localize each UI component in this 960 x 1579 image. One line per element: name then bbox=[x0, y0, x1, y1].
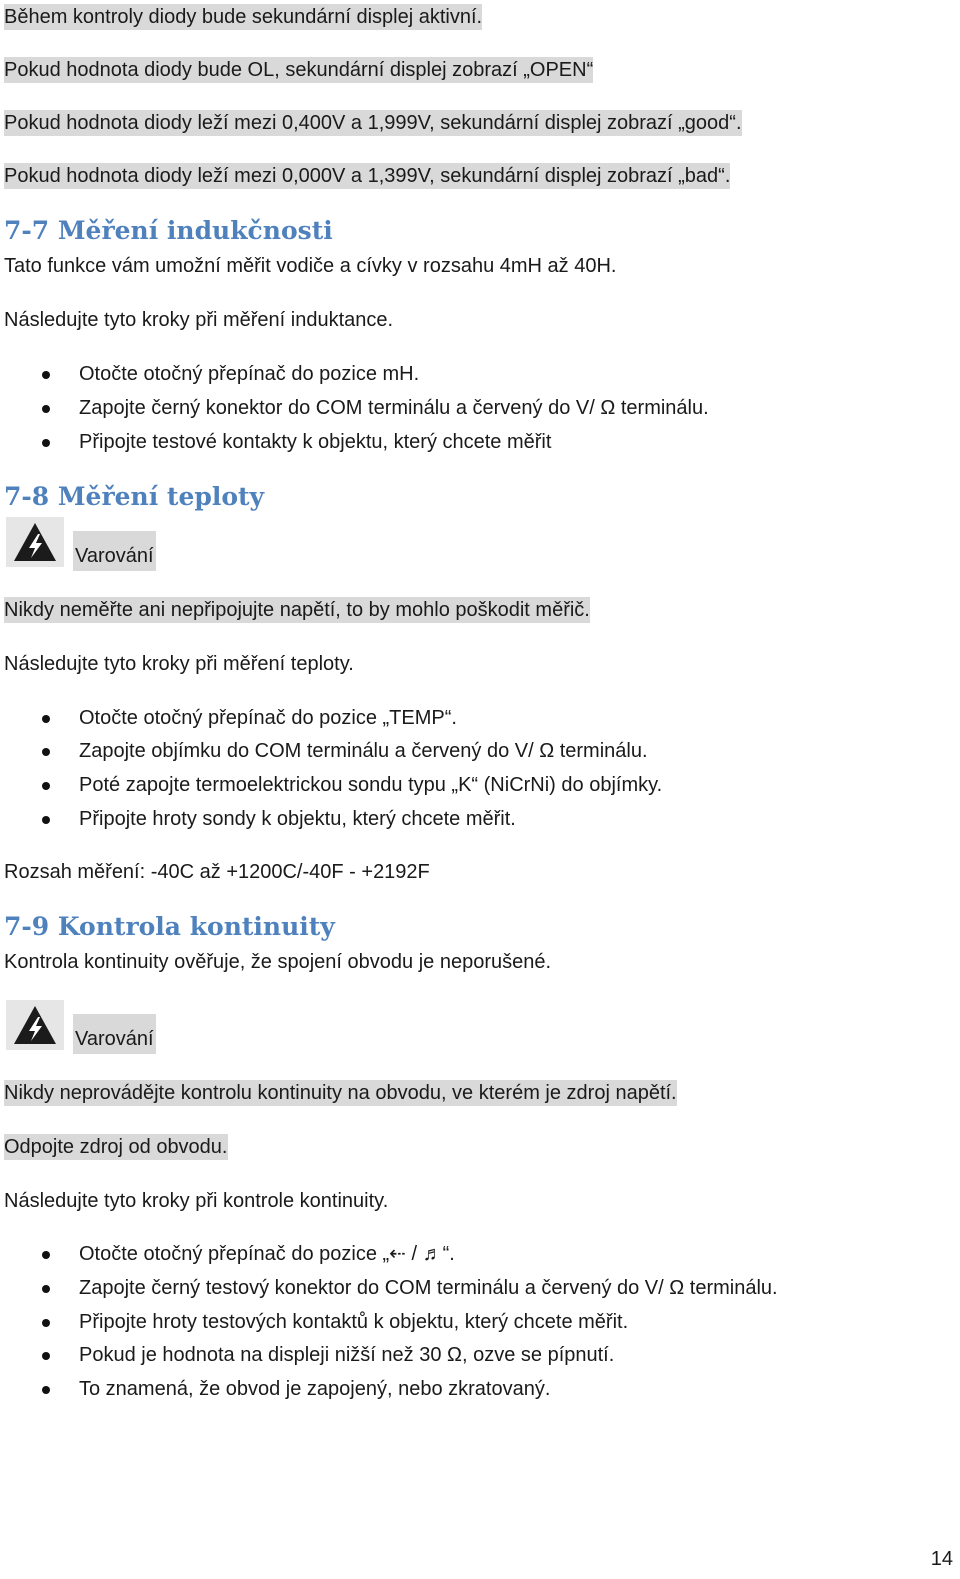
bullet-dot bbox=[42, 816, 50, 824]
section-7-7-steps-intro: Následujte tyto kroky při měření induktance. bbox=[4, 309, 394, 331]
bullet-dot bbox=[42, 715, 50, 723]
intro-line-1: Během kontroly diody bude sekundární displej aktivní. bbox=[4, 6, 483, 28]
intro-line-4: Pokud hodnota diody leží mezi 0,000V a 1,399V, sekundární displej zobrazí „bad“. bbox=[4, 165, 731, 187]
list-item-text: To znamená, že obvod je zapojený, nebo zkratovaný. bbox=[79, 1378, 551, 1400]
measurement-range: Rozsah měření: -40C až +1200C/-40F - +2192F bbox=[4, 861, 430, 883]
section-heading-7-9: 7-9 Kontrola kontinuity bbox=[4, 912, 335, 941]
section-7-7-description: Tato funkce vám umožní měřit vodiče a cívky v rozsahu 4mH až 40H. bbox=[4, 255, 617, 277]
list-item-text: Otočte otočný přepínač do pozice „TEMP“. bbox=[79, 707, 457, 729]
warning-text: Nikdy neměřte ani nepřipojujte napětí, to by mohlo poškodit měřič. bbox=[4, 599, 590, 621]
list-item-text: Pokud je hodnota na displeji nižší než 30 Ω, ozve se pípnutí. bbox=[79, 1344, 615, 1366]
bullet-dot bbox=[42, 782, 50, 790]
bullet-dot bbox=[42, 405, 50, 413]
warning-text: Nikdy neprovádějte kontrolu kontinuity na obvodu, ve kterém je zdroj napětí. bbox=[4, 1082, 677, 1104]
bullet-dot bbox=[42, 1386, 50, 1394]
intro-line-2: Pokud hodnota diody bude OL, sekundární displej zobrazí „OPEN“ bbox=[4, 59, 594, 81]
section-heading-7-8: 7-8 Měření teploty bbox=[4, 482, 265, 511]
bullet-dot bbox=[42, 748, 50, 756]
list-item-text: Otočte otočný přepínač do pozice mH. bbox=[79, 363, 420, 385]
section-heading-7-7: 7-7 Měření indukčnosti bbox=[4, 216, 333, 245]
list-item-text: Připojte testové kontakty k objektu, který chcete měřit bbox=[79, 431, 552, 453]
list-item-text: Připojte hroty testových kontaktů k objektu, který chcete měřit. bbox=[79, 1311, 629, 1333]
bullet-dot bbox=[42, 371, 50, 379]
list-item-text: Poté zapojte termoelektrickou sondu typu „K“ (NiCrNi) do objímky. bbox=[79, 774, 663, 796]
intro-line-3: Pokud hodnota diody leží mezi 0,400V a 1,999V, sekundární displej zobrazí „good“. bbox=[4, 112, 742, 134]
list-item-text: Otočte otočný přepínač do pozice „⇠ / ♬“. bbox=[79, 1243, 455, 1265]
section-7-9-description: Kontrola kontinuity ověřuje, že spojení obvodu je neporušené. bbox=[4, 951, 552, 973]
high-voltage-warning-icon bbox=[6, 1000, 64, 1050]
list-item-text: Připojte hroty sondy k objektu, který chcete měřit. bbox=[79, 808, 516, 830]
warning-label: Varování bbox=[73, 531, 156, 571]
list-item-text: Zapojte černý testový konektor do COM terminálu a červený do V/ Ω terminálu. bbox=[79, 1277, 778, 1299]
list-item-text: Zapojte černý konektor do COM terminálu a červený do V/ Ω terminálu. bbox=[79, 397, 709, 419]
bullet-dot bbox=[42, 439, 50, 447]
bullet-dot bbox=[42, 1285, 50, 1293]
section-7-9-steps-intro: Následujte tyto kroky při kontrole kontinuity. bbox=[4, 1190, 389, 1212]
bullet-dot bbox=[42, 1251, 50, 1259]
disconnect-note: Odpojte zdroj od obvodu. bbox=[4, 1136, 228, 1158]
list-item-text: Zapojte objímku do COM terminálu a červený do V/ Ω terminálu. bbox=[79, 740, 648, 762]
bullet-dot bbox=[42, 1319, 50, 1327]
warning-label: Varování bbox=[73, 1014, 156, 1054]
bullet-dot bbox=[42, 1352, 50, 1360]
page-number: 14 bbox=[930, 1548, 953, 1570]
high-voltage-warning-icon bbox=[6, 517, 64, 567]
section-7-8-steps-intro: Následujte tyto kroky při měření teploty. bbox=[4, 653, 354, 675]
